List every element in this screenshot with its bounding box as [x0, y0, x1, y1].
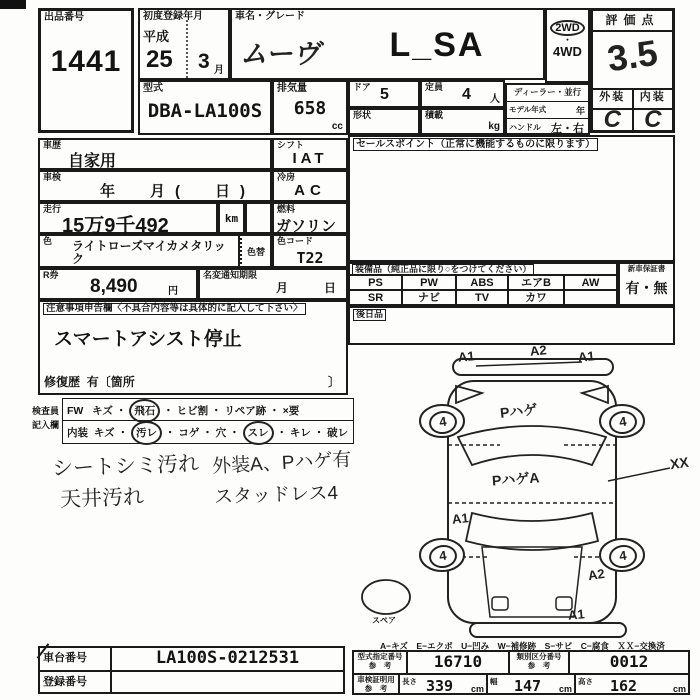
name-change-box	[198, 268, 348, 300]
load-label: 積載	[425, 110, 444, 120]
separator: ・	[117, 427, 129, 439]
color-label: 色	[43, 236, 53, 246]
r-ticket-label: R券	[43, 270, 59, 280]
era-label: 平成	[143, 29, 170, 44]
doors-box	[348, 80, 420, 108]
displacement-box	[272, 80, 348, 135]
scan-artifact	[0, 0, 26, 9]
month-divider	[186, 20, 188, 78]
model-label: 型式	[143, 83, 163, 94]
separator: ・	[163, 405, 174, 417]
diagram-mark-left-quarter: A1	[451, 510, 470, 527]
inspector-item-circled: スレ	[243, 421, 274, 445]
capacity-unit: 人	[490, 94, 500, 105]
chassis-table	[38, 646, 345, 694]
mileage-unit: km	[224, 211, 239, 225]
equipment-cell: SR	[350, 289, 403, 304]
notice-label: 注意事項申告欄〈不具合内容等は具体的に記入して下さい〉	[43, 303, 306, 315]
dealer-stack	[505, 83, 590, 135]
aircon-label: 冷房	[277, 172, 296, 182]
color-change-box	[240, 234, 272, 268]
diagram-mark-rear-right: A2	[587, 565, 606, 584]
score-box	[590, 8, 675, 133]
r-ticket-unit: 円	[168, 286, 178, 297]
inspector-item: キズ	[92, 405, 113, 417]
type-number-label: 型式指定番号	[357, 652, 403, 661]
history-label: 車歴	[43, 140, 62, 150]
equipment-cell: カワ	[509, 289, 565, 304]
equipment-cell: PW	[403, 274, 457, 289]
cert-label: 車検証明用	[357, 675, 395, 684]
length-unit: cm	[470, 684, 484, 694]
car-diagram	[340, 342, 695, 641]
equipment-cell: ナビ	[403, 289, 457, 304]
separator: ・	[164, 427, 176, 439]
interior-label: 内装	[639, 91, 666, 103]
exterior-grade: C	[593, 106, 634, 130]
vehicle-name-box	[230, 8, 545, 80]
inspector-label-1: 検査員	[32, 406, 60, 416]
interior-grade: C	[644, 106, 662, 133]
registration-year: 25	[146, 46, 173, 73]
length-label: 長さ	[402, 677, 417, 686]
r-ticket-value: 8,490	[90, 276, 138, 297]
handwritten-note: 天井汚れ	[59, 485, 145, 512]
inspector-item: コゲ	[178, 427, 200, 439]
warranty-box	[618, 262, 675, 306]
inspector-row1-prefix: FW	[67, 405, 84, 417]
separator: ・	[229, 427, 240, 439]
shift-box	[272, 138, 348, 170]
class-number-sub: 参 考	[527, 660, 551, 670]
height-value: 162	[610, 677, 638, 695]
shape-label: 形状	[353, 110, 372, 120]
class-number-label: 類別区分番号	[516, 652, 562, 661]
inspector-item: ヒビ割	[176, 405, 209, 417]
inspector-row2-prefix: 内装	[67, 427, 88, 439]
height-unit: cm	[672, 684, 686, 694]
separator: ・	[269, 405, 280, 417]
first-registration-box	[138, 8, 230, 80]
warranty-options: 有・無	[625, 280, 668, 296]
separator: ・	[115, 405, 127, 417]
inspection-label: 車検	[43, 172, 62, 182]
separator: ・	[276, 427, 287, 439]
notice-value: スマートアシスト停止	[54, 329, 242, 350]
height-label: 高さ	[578, 677, 593, 686]
inspector-item: ×要	[282, 405, 300, 417]
drive-2wd: 2WD	[550, 20, 584, 36]
capacity-value: 4	[462, 86, 471, 103]
r-ticket-box	[38, 268, 198, 300]
drive-4wd: 4WD	[553, 44, 582, 59]
later-items-label: 後日品	[353, 309, 386, 321]
width-unit: cm	[558, 684, 572, 694]
chassis-value: LA100S-0212531	[155, 648, 300, 668]
chassis-label: 車台番号	[40, 648, 112, 670]
inspector-item: 穴	[215, 427, 227, 439]
mileage-value: 15万9千492	[62, 215, 169, 237]
equipment-cell: TV	[457, 289, 509, 304]
wheel-mark-rear-right: 4	[608, 543, 639, 570]
drive-box	[545, 8, 590, 83]
fuel-box	[272, 202, 348, 234]
diagram-mark-side-right: XX	[668, 453, 690, 473]
separator: ・	[211, 405, 222, 417]
width-label: 幅	[490, 677, 498, 686]
inspector-item: 破レ	[327, 427, 349, 439]
equipment-label: 装備品（純正品に限り○をつけてください）	[352, 264, 534, 276]
diagram-mark-roof: PハゲA	[491, 469, 540, 489]
registration-month: 3	[198, 50, 210, 73]
vehicle-name: ムーヴ	[240, 39, 320, 69]
damage-legend: A−キズ E−エクボ U−凹み W−補修跡 S−サビ C−腐食 ＸＸ−交換済	[380, 641, 665, 651]
color-value: ライトローズマイカメタリック	[72, 239, 226, 266]
history-value: 自家用	[68, 153, 117, 170]
repair-close: 〕	[327, 375, 340, 389]
color-code-value: T22	[296, 249, 324, 267]
inspector-item: キレ	[289, 427, 311, 439]
handwritten-note: シートシミ汚れ	[51, 452, 200, 481]
model-year-unit: 年	[575, 106, 585, 116]
diagram-mark-rear-bumper: A1	[567, 606, 586, 623]
equipment-cell: エアB	[509, 274, 565, 289]
repair-value: 有〔箇所	[86, 375, 135, 389]
diagram-mark-front-center: A2	[529, 342, 548, 359]
inspector-item-circled: 汚レ	[131, 421, 162, 445]
registration-number-value	[112, 672, 343, 694]
separator: ・	[313, 427, 325, 439]
diagram-mark-front-left: A1	[457, 348, 476, 365]
inspection-box	[38, 170, 272, 202]
color-box	[38, 234, 240, 268]
history-box	[38, 138, 272, 170]
lot-number: 1441	[50, 45, 122, 78]
mileage-label: 走行	[43, 204, 62, 214]
mileage-box	[38, 202, 218, 237]
length-value: 339	[426, 677, 454, 695]
aircon-value: AC	[294, 182, 326, 199]
drive-dot: ・	[562, 35, 572, 45]
lot-box	[38, 8, 134, 133]
later-items-box	[348, 306, 675, 345]
equipment-cell: AW	[565, 274, 616, 289]
shape-box	[348, 108, 420, 135]
notice-box	[38, 300, 348, 395]
vehicle-grade: L_SA	[389, 26, 485, 64]
type-number-value: 16710	[408, 652, 510, 673]
inspector-row-exterior	[63, 399, 353, 421]
handwritten-note: 外装A、Pハゲ有	[211, 449, 352, 478]
diagram-mark-front-right: A1	[577, 348, 596, 365]
doors-label: ドア	[353, 82, 371, 92]
name-change-label: 名変通知期限	[203, 270, 258, 280]
capacity-box	[420, 80, 505, 108]
displacement-label: 排気量	[277, 83, 307, 94]
dealer-label: ディーラー・並行	[507, 85, 588, 102]
score-header: 評価点	[593, 11, 672, 32]
fuel-label: 燃料	[277, 204, 296, 214]
registration-number-label: 登録番号	[40, 672, 112, 694]
mileage-unit-box	[218, 202, 245, 234]
handwritten-note: スタッドレス4	[213, 482, 339, 509]
equipment-cell	[565, 289, 616, 304]
equipment-box	[348, 262, 618, 306]
equipment-cell: ABS	[457, 274, 509, 289]
fuel-value: ガソリン	[276, 218, 337, 235]
inspector-item-circled: 飛石	[129, 399, 160, 423]
shift-value: IAT	[292, 150, 328, 167]
type-number-sub: 参 考	[368, 660, 392, 670]
width-value: 147	[514, 677, 542, 695]
first-registration-label: 初度登録年月	[143, 11, 203, 22]
load-box	[420, 108, 505, 135]
diagram-mark-hood: Pハゲ	[499, 401, 539, 421]
model-value: DBA-LA100S	[147, 100, 263, 122]
model-box	[138, 80, 272, 135]
inspection-placeholder: 年 月( 日)	[100, 183, 255, 200]
handle-options: 左・右	[551, 123, 584, 135]
load-unit: kg	[488, 121, 500, 132]
wheel-mark-front-right: 4	[608, 409, 639, 436]
mileage-blank-box	[245, 202, 272, 234]
spec-table	[352, 650, 690, 695]
wheel-mark-rear-left: 4	[428, 543, 459, 570]
inspector-item: リペア跡	[224, 405, 267, 417]
car-outline-drawing	[340, 345, 695, 641]
name-change-month: 月	[276, 281, 289, 295]
class-number-value: 0012	[609, 652, 649, 671]
vehicle-name-label: 車名・グレード	[235, 11, 305, 22]
lot-label: 出品番号	[44, 12, 84, 23]
inspector-row-interior	[63, 421, 353, 442]
spare-label: スペア	[372, 616, 396, 625]
separator: ・	[202, 427, 213, 439]
displacement-value: 658	[293, 98, 327, 119]
cert-sub: 参 考	[364, 683, 388, 693]
capacity-label: 定員	[425, 82, 444, 92]
registration-month-unit: 月	[214, 65, 224, 76]
handle-label: ハンドル	[509, 123, 541, 132]
sales-point-label: セールスポイント（正常に機能するものに限ります）	[353, 138, 598, 151]
exterior-label: 外装	[593, 90, 634, 108]
sales-point-box	[348, 135, 675, 262]
inspector-box	[62, 398, 354, 444]
model-year-label: モデル年式	[509, 105, 547, 114]
inspector-label-2: 記入欄	[32, 420, 60, 430]
name-change-day: 日	[323, 281, 336, 295]
doors-value: 5	[380, 86, 389, 103]
color-code-box	[272, 234, 348, 268]
inspector-item: キズ	[93, 427, 115, 439]
equipment-cell: PS	[350, 274, 403, 289]
aircon-box	[272, 170, 348, 202]
score-value: 3.5	[604, 31, 661, 80]
shift-label: シフト	[277, 140, 305, 150]
wheel-mark-front-left: 4	[428, 409, 459, 436]
color-code-label: 色コード	[277, 236, 314, 246]
displacement-unit: cc	[331, 121, 343, 132]
color-change-label: 色替	[246, 246, 265, 257]
warranty-label: 新車保証書	[627, 264, 666, 273]
repair-label: 修復歴	[44, 375, 81, 389]
